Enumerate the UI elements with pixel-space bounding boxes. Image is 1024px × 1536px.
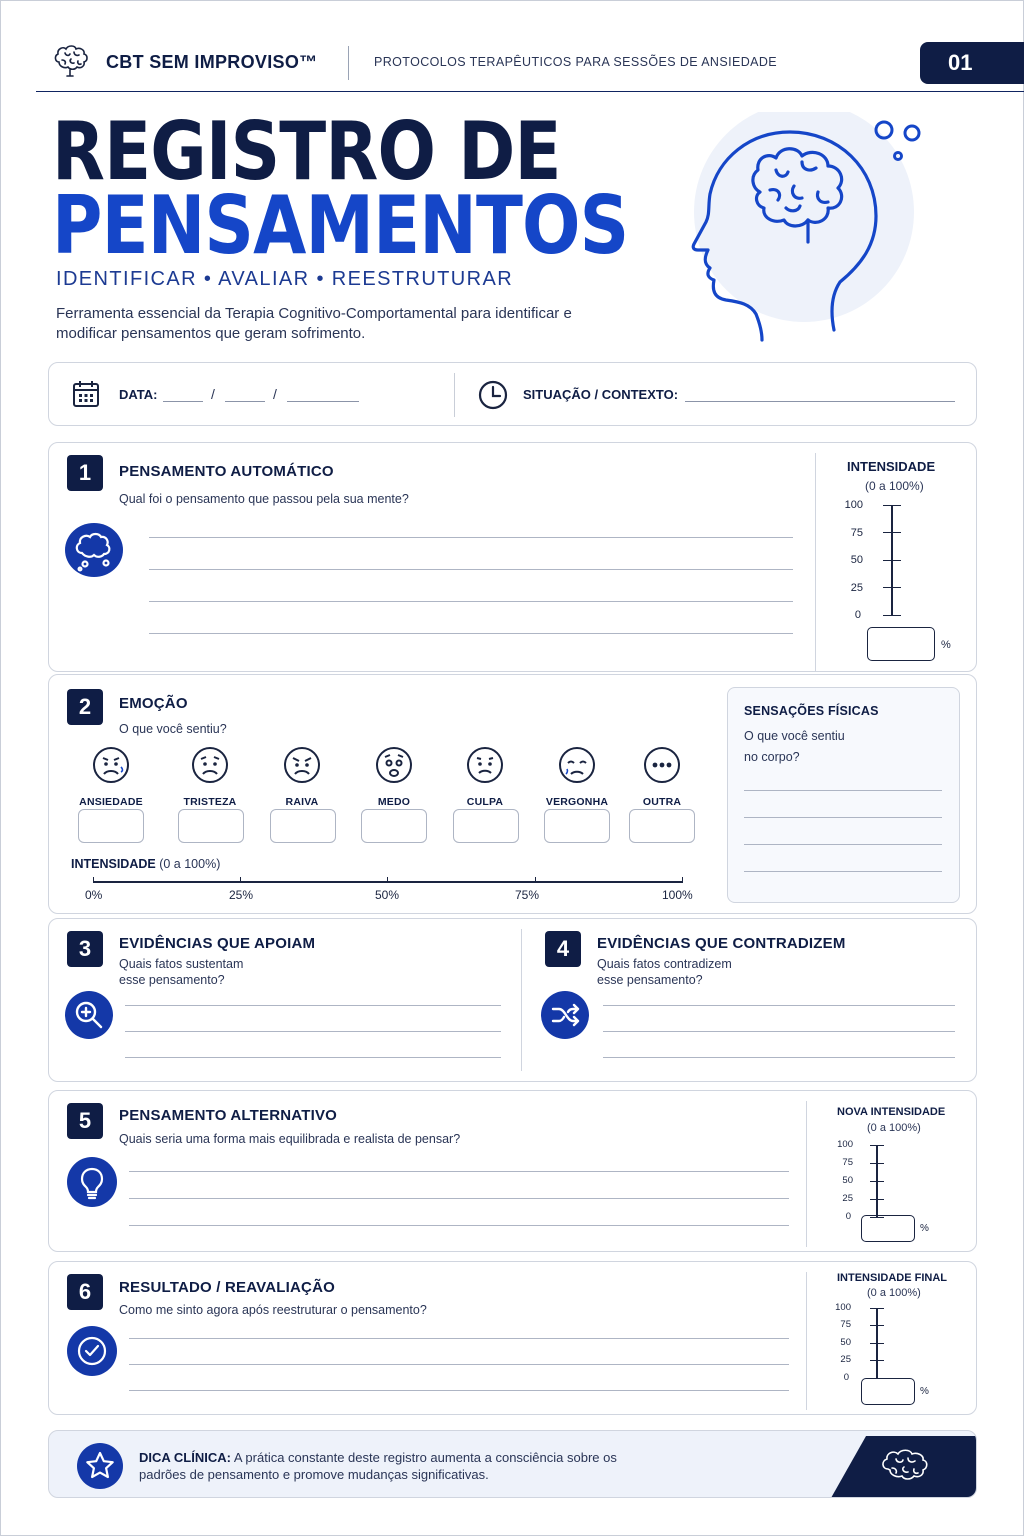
brain-logo-icon xyxy=(50,42,92,82)
sad-face-icon xyxy=(190,745,230,785)
emotion-sadness-input[interactable] xyxy=(178,809,244,843)
section-alternative-thought xyxy=(48,1090,977,1252)
physical-sensations-box xyxy=(727,687,960,903)
section-question: Como me sinto agora após reestruturar o pensamento? xyxy=(119,1303,427,1317)
section-question: Quais fatos sustentam xyxy=(119,957,244,971)
section-automatic-thought xyxy=(48,442,977,672)
emotion-fear-input[interactable] xyxy=(361,809,427,843)
scale-tick xyxy=(883,505,901,506)
emotion-intensity-range: (0 a 100%) xyxy=(159,857,221,871)
section-number: 3 xyxy=(67,931,103,967)
tip-text xyxy=(139,1449,659,1483)
write-line[interactable] xyxy=(603,1057,955,1058)
section-result xyxy=(48,1261,977,1415)
section-question: esse pensamento? xyxy=(119,973,225,987)
sensations-title: SENSAÇÕES FÍSICAS xyxy=(744,704,879,718)
section-divider xyxy=(806,1101,807,1247)
section-title: PENSAMENTO ALTERNATIVO xyxy=(119,1107,338,1124)
angry-face-icon xyxy=(282,745,322,785)
write-line[interactable] xyxy=(129,1171,789,1172)
write-line[interactable] xyxy=(744,817,942,818)
scale-tick xyxy=(870,1325,884,1326)
percent-sign: % xyxy=(920,1386,929,1397)
new-intensity-title: NOVA INTENSIDADE xyxy=(837,1106,946,1118)
lightbulb-icon xyxy=(67,1157,117,1207)
scale-mark: 0% xyxy=(85,888,103,902)
emotion-other-input[interactable] xyxy=(629,809,695,843)
fearful-face-icon xyxy=(374,745,414,785)
date-year-field[interactable] xyxy=(287,401,359,402)
section-number: 2 xyxy=(67,689,103,725)
section-question: esse pensamento? xyxy=(597,973,703,987)
section-number: 1 xyxy=(67,455,103,491)
scale-number: 75 xyxy=(840,1319,851,1330)
section-title: EVIDÊNCIAS QUE CONTRADIZEM xyxy=(597,935,846,952)
context-label: SITUAÇÃO / CONTEXTO: xyxy=(523,387,679,402)
date-separator: / xyxy=(211,386,215,402)
write-line[interactable] xyxy=(125,1057,501,1058)
thought-cloud-icon xyxy=(65,523,123,577)
row-divider xyxy=(454,373,455,417)
scale-tick xyxy=(870,1343,884,1344)
write-line[interactable] xyxy=(744,790,942,791)
scale-mark: 100% xyxy=(662,888,693,902)
emotion-label: OUTRA xyxy=(642,796,682,808)
emotion-sadness[interactable] xyxy=(170,745,250,808)
date-separator: / xyxy=(273,386,277,402)
sensations-question: O que você sentiu xyxy=(744,729,845,743)
scale-tick xyxy=(870,1181,884,1182)
header-divider xyxy=(348,46,349,80)
scale-number: 100 xyxy=(835,1302,851,1313)
write-line[interactable] xyxy=(129,1364,789,1365)
scale-mark: 50% xyxy=(375,888,400,902)
scale-number: 25 xyxy=(840,1354,851,1365)
emotion-intensity-label xyxy=(71,857,220,871)
check-circle-icon xyxy=(67,1326,117,1376)
sensations-question: no corpo? xyxy=(744,750,800,764)
section-divider xyxy=(521,929,522,1071)
section-title: EVIDÊNCIAS QUE APOIAM xyxy=(119,935,316,952)
scale-tick xyxy=(682,877,683,883)
write-line[interactable] xyxy=(149,633,793,634)
scale-tick xyxy=(883,587,901,588)
section-title: RESULTADO / REAVALIAÇÃO xyxy=(119,1279,335,1296)
scale-tick xyxy=(240,877,241,883)
emotion-label: VERGONHA xyxy=(545,796,609,808)
scale-number: 75 xyxy=(850,527,863,539)
section-number: 5 xyxy=(67,1103,103,1139)
write-line[interactable] xyxy=(149,601,793,602)
emotion-fear[interactable] xyxy=(354,745,434,808)
scale-tick xyxy=(535,877,536,883)
scale-tick xyxy=(870,1360,884,1361)
scale-number: 50 xyxy=(842,1175,853,1186)
emotion-label: TRISTEZA xyxy=(183,796,237,808)
section-number: 4 xyxy=(545,931,581,967)
write-line[interactable] xyxy=(744,844,942,845)
clock-icon xyxy=(477,379,509,411)
emotion-anger-input[interactable] xyxy=(270,809,336,843)
section-title: PENSAMENTO AUTOMÁTICO xyxy=(119,463,334,480)
context-field[interactable] xyxy=(685,401,955,402)
date-context-row xyxy=(48,362,977,426)
new-intensity-range: (0 a 100%) xyxy=(867,1122,921,1134)
ashamed-face-icon xyxy=(557,745,597,785)
brand-name: CBT SEM IMPROVISO™ xyxy=(106,52,318,72)
scale-tick xyxy=(93,877,94,883)
write-line[interactable] xyxy=(129,1225,789,1226)
page-number-badge: 01 xyxy=(920,42,1024,84)
scale-number: 25 xyxy=(850,582,863,594)
write-line[interactable] xyxy=(129,1338,789,1339)
scale-number: 0 xyxy=(854,609,861,621)
intro-text: Ferramenta essencial da Terapia Cognitivo-Comportamental para identificar e modificar pensamentos que geram sofrimento. xyxy=(56,305,572,342)
section-divider xyxy=(815,453,816,671)
section-question: Quais fatos contradizem xyxy=(597,957,732,971)
write-line[interactable] xyxy=(149,569,793,570)
intensity-input[interactable] xyxy=(867,627,935,661)
shuffle-icon xyxy=(541,991,589,1039)
write-line[interactable] xyxy=(129,1198,789,1199)
write-line[interactable] xyxy=(129,1390,789,1391)
emotion-intensity-title: INTENSIDADE xyxy=(71,857,156,871)
brain-icon xyxy=(878,1449,938,1487)
emotion-shame-input[interactable] xyxy=(544,809,610,843)
emotion-anxiety-input[interactable] xyxy=(78,809,144,843)
scale-number: 25 xyxy=(842,1193,853,1204)
emotion-label: MEDO xyxy=(377,796,411,808)
subtitle: IDENTIFICAR • AVALIAR • REESTRUTURAR xyxy=(56,268,514,290)
calendar-icon xyxy=(71,379,101,409)
emotion-label: RAIVA xyxy=(285,796,319,808)
emotion-shame[interactable] xyxy=(537,745,617,808)
percent-sign: % xyxy=(941,639,951,651)
section-emotion xyxy=(48,674,977,914)
section-evidence xyxy=(48,918,977,1082)
scale-number: 100 xyxy=(844,499,863,511)
scale-tick xyxy=(883,615,901,616)
tip-label: DICA CLÍNICA: xyxy=(139,1450,231,1465)
date-label: DATA: xyxy=(119,387,158,402)
section-divider xyxy=(806,1272,807,1410)
scale-tick xyxy=(870,1199,884,1200)
new-intensity-input[interactable] xyxy=(861,1215,915,1242)
title-line-2: PENSAMENTOS xyxy=(52,179,629,272)
section-question: Quais seria uma forma mais equilibrada e realista de pensar? xyxy=(119,1132,461,1146)
scale-tick xyxy=(883,532,901,533)
emotion-anger[interactable] xyxy=(262,745,342,808)
emotion-guilt[interactable] xyxy=(445,745,525,808)
header xyxy=(36,40,1024,92)
write-line[interactable] xyxy=(603,1031,955,1032)
date-month-field[interactable] xyxy=(225,401,265,402)
emotion-intensity-scale[interactable] xyxy=(93,881,683,883)
write-line[interactable] xyxy=(744,871,942,872)
section-number: 6 xyxy=(67,1274,103,1310)
more-options-icon xyxy=(642,745,682,785)
write-line[interactable] xyxy=(603,1005,955,1006)
emotion-guilt-input[interactable] xyxy=(453,809,519,843)
scale-number: 50 xyxy=(840,1337,851,1348)
scale-tick xyxy=(883,560,901,561)
clinical-tip xyxy=(48,1430,977,1498)
scale-tick xyxy=(870,1308,884,1309)
section-title: EMOÇÃO xyxy=(119,695,188,712)
emotion-anxiety[interactable] xyxy=(71,745,151,808)
scale-number: 75 xyxy=(842,1157,853,1168)
scale-tick xyxy=(870,1163,884,1164)
scale-mark: 75% xyxy=(515,888,540,902)
tip-body: A prática constante deste registro aumenta a consciência sobre os padrões de pensamento e promove mudanças significativas. xyxy=(139,1450,617,1482)
intensity-scale-title: INTENSIDADE xyxy=(847,459,936,474)
intensity-scale-range: (0 a 100%) xyxy=(865,479,924,493)
scale-number: 0 xyxy=(843,1372,849,1383)
write-line[interactable] xyxy=(125,1005,501,1006)
percent-sign: % xyxy=(920,1223,929,1234)
final-intensity-input[interactable] xyxy=(861,1378,915,1405)
anxious-face-icon xyxy=(91,745,131,785)
emotion-label: CULPA xyxy=(466,796,504,808)
scale-number: 100 xyxy=(837,1139,853,1150)
scale-number: 50 xyxy=(850,554,863,566)
section-question: Qual foi o pensamento que passou pela sua mente? xyxy=(119,492,409,506)
star-icon xyxy=(77,1443,123,1489)
guilty-face-icon xyxy=(465,745,505,785)
write-line[interactable] xyxy=(125,1031,501,1032)
emotion-label: ANSIEDADE xyxy=(79,796,143,808)
scale-tick xyxy=(870,1145,884,1146)
emotion-other[interactable] xyxy=(622,745,702,808)
scale-number: 0 xyxy=(845,1211,851,1222)
scale-tick xyxy=(387,877,388,883)
head-brain-illustration-icon xyxy=(690,112,930,342)
section-question: O que você sentiu? xyxy=(119,722,227,736)
write-line[interactable] xyxy=(149,537,793,538)
final-intensity-range: (0 a 100%) xyxy=(867,1287,921,1299)
final-intensity-title: INTENSIDADE FINAL xyxy=(837,1272,947,1284)
scale-mark: 25% xyxy=(229,888,254,902)
magnifier-icon xyxy=(65,991,113,1039)
header-tagline: PROTOCOLOS TERAPÊUTICOS PARA SESSÕES DE ANSIEDADE xyxy=(374,55,778,69)
date-day-field[interactable] xyxy=(163,401,203,402)
title-line-1: REGISTRO DE xyxy=(52,105,561,198)
